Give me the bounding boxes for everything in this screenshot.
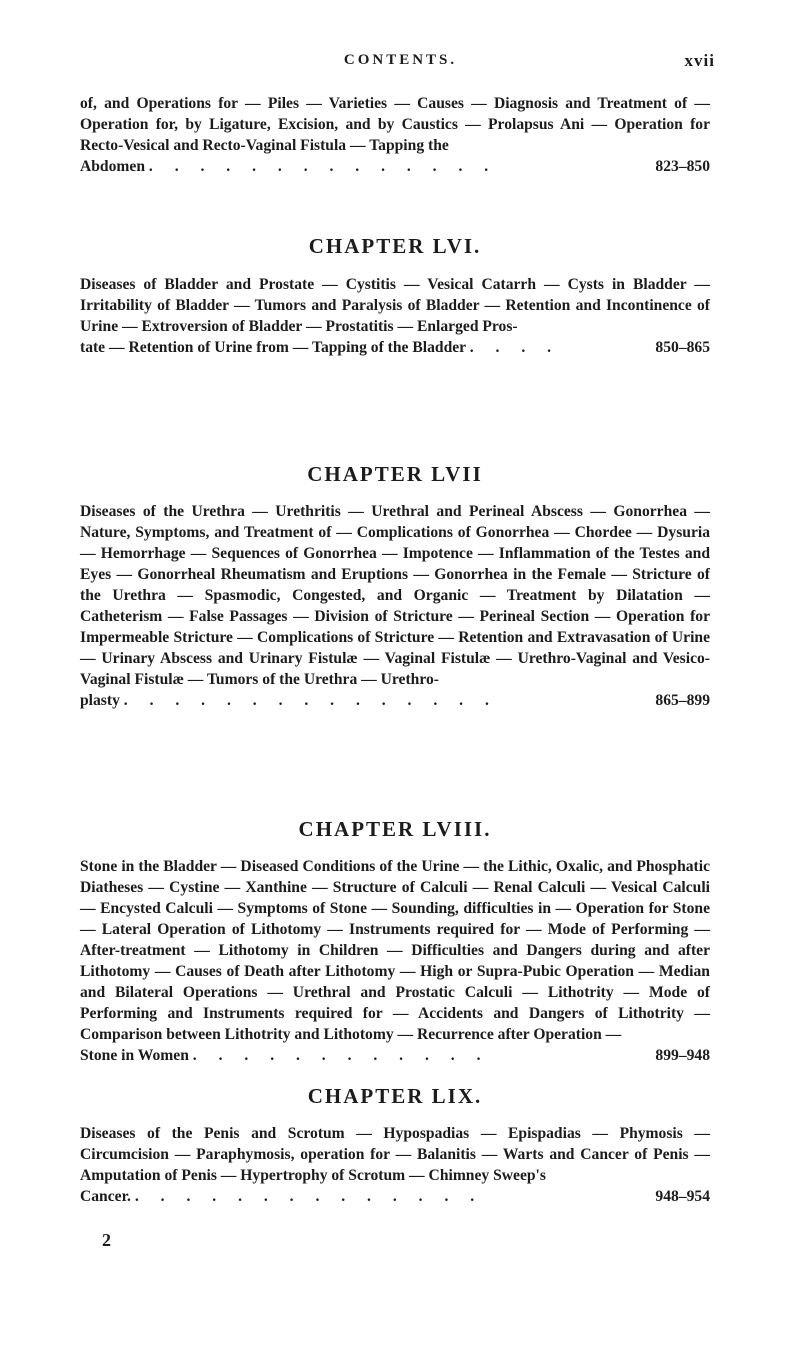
chapter-heading-lvii [80,462,710,486]
chapter-heading-lvi [80,234,710,258]
chapter-heading-lviii [80,817,710,841]
chapter-heading: CHAPTER LVII [307,462,483,486]
entry-text: Diseases of Bladder and Prostate — Cystitis — Vesical Catarrh — Cysts in Bladder — Irritability of Bladder — Tumors and Paralysis of Bladder — Retention and Incontinence of Urine — Extroversion of Bladder — Prostatitis — Enlarged Pros- [80,276,710,335]
contents-entry-continued [80,93,710,177]
page-range: 865–899 [655,692,710,709]
dot-leaders: . . . . . . . . . . . . . . [148,158,498,175]
entry-text: Stone in the Bladder — Diseased Conditions of the Urine — the Lithic, Oxalic, and Phosphatic Diatheses — Cystine — Xanthine — Structure of Calculi — Renal Calculi — Vesical Calculi — Encysted Calculi — Symptoms of Stone — Sounding, difficulties in — Operation for Stone — Lateral Operation of Lithotomy — Instruments required for — Mode of Performing — After-treatment — Lithotomy in Children — Difficulties and Dangers during and after Lithotomy — Causes of Death after Lithotomy — High or Supra-Pubic Operation — Median and Bilateral Operations — Urethral and Prostatic Calculi — Lithotrity — Mode of Performing and Instruments required for — Accidents and Dangers of Lithotrity — Comparison between Lithotrity and Lithotomy — Recurrence after Operation — [80,858,710,1043]
running-title: CONTENTS. [343,52,458,68]
page-range: 850–865 [655,339,710,356]
page-number: xvii [684,51,715,70]
dot-leaders: . . . . . . . . . . . . . . . [123,692,498,709]
contents-entry-lvii [80,501,710,711]
chapter-heading-lix [80,1084,710,1108]
entry-last-line [80,156,710,177]
chapter-heading: CHAPTER LIX. [307,1084,483,1108]
chapter-heading: CHAPTER LVI. [308,234,482,258]
dot-leaders: . . . . . . . . . . . . . . [134,1188,484,1205]
contents-entry-lvi [80,274,710,358]
entry-last-line [80,1186,710,1207]
entry-last-words: Stone in Women [80,1047,189,1064]
entry-text: Diseases of the Urethra — Urethritis — Urethral and Perineal Abscess — Gonorrhea — Nature, Symptoms, and Treatment of — Complications of Gonorrhea — Chordee — Dysuria — Hemorrhage — Sequences of Gonorrhea — Impotence — Inflammation of the Testes and Eyes — Gonorrheal Rheumatism and Eruptions — Gonorrhea in the Female — Stricture of the Urethra — Spasmodic, Congested, and Organic — Treatment by Dilatation — Catheterism — False Passages — Division of Stricture — Perineal Section — Operation for Impermeable Stricture — Complications of Stricture — Retention and Extravasation of Urine — Urinary Abscess and Urinary Fistulæ — Vaginal Fistulæ — Urethro-Vaginal and Vesico-Vaginal Fistulæ — Tumors of the Urethra — Urethro- [80,503,710,688]
entry-text: of, and Operations for — Piles — Varieties — Causes — Diagnosis and Treatment of — Operation for, by Ligature, Excision, and by Caustics — Prolapsus Ani — Operation for Recto-Vesical and Recto-Vaginal Fistula — Tapping the [80,95,710,154]
signature-mark: 2 [102,1230,111,1250]
entry-last-words: Cancer. [80,1188,131,1205]
entry-last-words: Abdomen [80,158,145,175]
page-range: 948–954 [655,1188,710,1205]
contents-entry-lviii [80,856,710,1066]
entry-text: Diseases of the Penis and Scrotum — Hypospadias — Epispadias — Phymosis — Circumcision — Paraphymosis, operation for — Balanitis — Warts and Cancer of Penis — Amputation of Penis — Hypertrophy of Scrotum — Chimney Sweep's [80,1125,710,1184]
entry-last-line [80,690,710,711]
running-head [0,52,801,76]
page-range: 823–850 [655,158,710,175]
entry-last-words: plasty [80,692,120,709]
entry-last-words: tate — Retention of Urine from — Tapping of the Bladder [80,339,466,356]
page-range: 899–948 [655,1047,710,1064]
entry-last-line [80,337,710,358]
contents-entry-lix [80,1123,710,1207]
dot-leaders: . . . . . . . . . . . . [192,1047,490,1064]
entry-last-line [80,1045,710,1066]
dot-leaders: . . . . [469,339,561,356]
chapter-heading: CHAPTER LVIII. [298,817,492,841]
